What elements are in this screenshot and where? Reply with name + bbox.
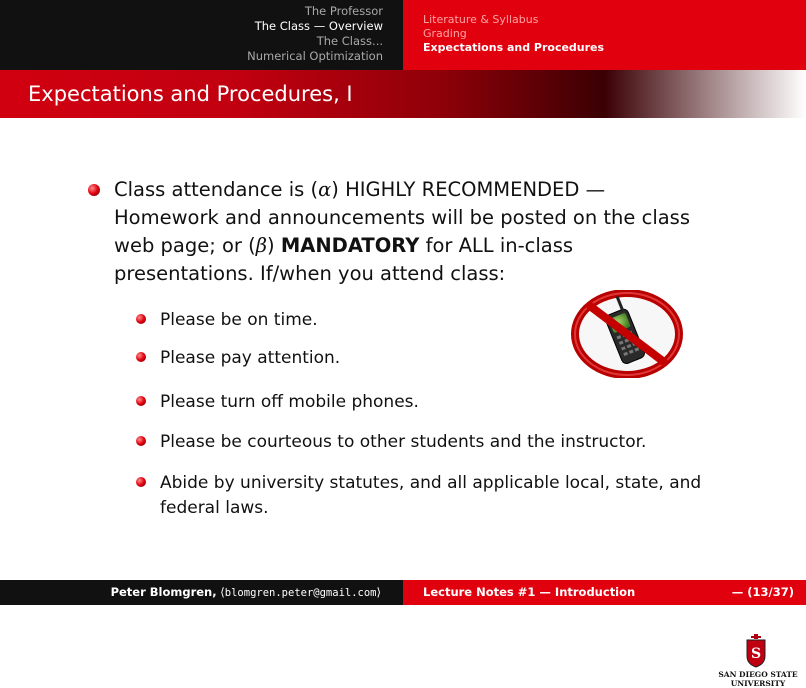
bullet-icon [136,436,146,446]
footer-lecture-box [403,580,806,605]
no-phone-icon [568,290,686,378]
section-nav [0,0,403,70]
sub-bullet-item [136,390,419,415]
footer-author-box [0,580,403,605]
sub-bullet-item [136,308,318,333]
footer [0,580,806,605]
footer-lecture-title: Lecture Notes #1 — Introduction [423,585,636,599]
logo-line-1: SAN DIEGO STATE [718,670,798,679]
logo-line-2: UNIVERSITY [730,679,786,688]
nav-section-numerical-optimization[interactable]: Numerical Optimization [247,49,383,63]
sub-bullet-item [136,430,646,455]
svg-text:S: S [750,646,762,662]
bullet-icon [88,184,100,196]
bullet-icon [136,314,146,324]
sub-bullet-text: Please pay attention. [160,348,341,368]
sub-bullet-text: Please turn off mobile phones. [160,392,419,412]
nav-section-class[interactable]: The Class... [316,34,383,48]
navigation-header [0,0,806,70]
subsection-nav [403,0,806,70]
nav-section-class-overview[interactable]: The Class — Overview [254,19,383,33]
bullet-icon [136,477,146,487]
sub-bullet-text: Please be on time. [160,310,318,330]
footer-page-number: — (13/37) [731,585,794,599]
sub-bullet-text: Please be courteous to other students and the instructor. [160,432,647,452]
sdsu-logo [718,634,798,686]
frame-title-bar [0,70,806,118]
main-bullet-text: Class attendance is (α) HIGHLY RECOMMENDED — Homework and announcements will be posted on the class web page; or (β) MANDATORY for ALL in-class presentations. If/when you attend class: [114,178,691,285]
frame-title: Expectations and Procedures, I [28,82,353,106]
sub-bullet-item [136,471,756,521]
nav-subsection-literature[interactable]: Literature & Syllabus [423,13,539,26]
main-bullet-item [88,176,708,288]
author-email: blomgren.peter@gmail.com [224,587,377,599]
sub-bullet-item [136,346,340,371]
nav-subsection-grading[interactable]: Grading [423,27,467,40]
nav-subsection-expectations[interactable]: Expectations and Procedures [423,41,605,54]
bullet-icon [136,352,146,362]
footer-author: Peter Blomgren, ⟨blomgren.peter@gmail.com⟩ [110,585,381,599]
sub-bullet-text: Abide by university statutes, and all applicable local, state, and federal laws. [160,473,702,518]
bullet-icon [136,396,146,406]
sdsu-emblem-icon [744,634,768,668]
nav-section-professor[interactable]: The Professor [304,4,383,18]
